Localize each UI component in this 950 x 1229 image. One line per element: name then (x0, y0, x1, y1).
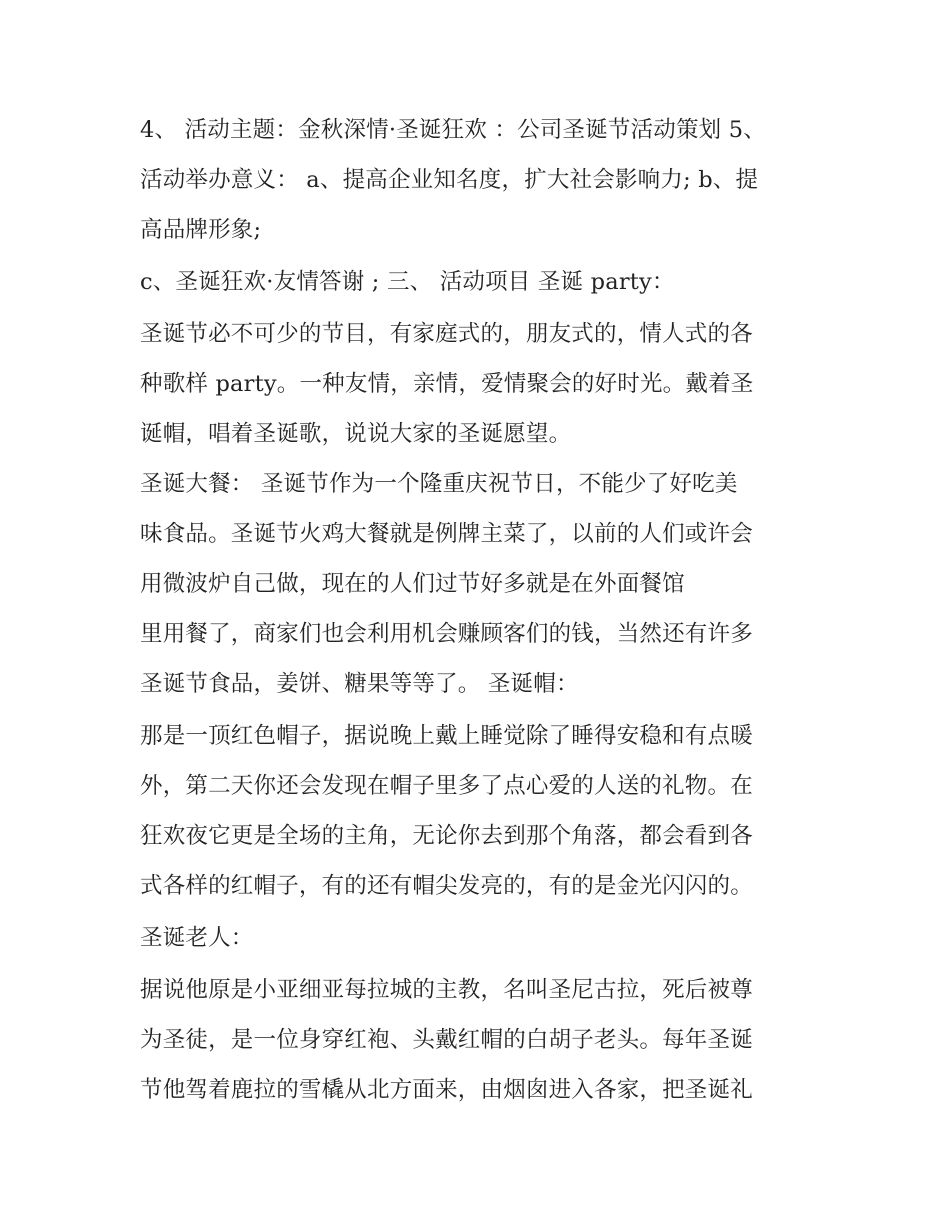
text-line: c、圣诞狂欢·友情答谢 ; 三、 活动项目 圣诞 party： (140, 269, 675, 295)
text-line: 里用餐了，商家们也会利用机会赚顾客们的钱，当然还有许多 (140, 621, 753, 647)
text-line: 味食品。圣诞节火鸡大餐就是例牌主菜了，以前的人们或许会 (140, 521, 753, 547)
text-line: 圣诞节必不可少的节目，有家庭式的，朋友式的，情人式的各 (140, 321, 753, 347)
text-line: 圣诞大餐： 圣诞节作为一个隆重庆祝节日，不能少了好吃美 (140, 471, 738, 497)
text-line: 式各样的红帽子，有的还有帽尖发亮的，有的是金光闪闪的。 (140, 873, 753, 899)
text-line: 用微波炉自己做，现在的人们过节好多就是在外面餐馆 (140, 571, 685, 597)
text-line: 圣诞老人： (140, 925, 254, 951)
text-line: 诞帽，唱着圣诞歌，说说大家的圣诞愿望。 (140, 421, 572, 447)
text-line: 节他驾着鹿拉的雪橇从北方面来，由烟囱进入各家，把圣诞礼 (140, 1077, 753, 1103)
text-line: 种歌样 party。一种友情，亲情，爱情聚会的好时光。戴着圣 (140, 371, 754, 397)
text-line: 高品牌形象; (140, 217, 262, 243)
text-line: 4、 活动主题：金秋深情·圣诞狂欢 ：公司圣诞节活动策划 5、 (140, 117, 766, 143)
text-line: 活动举办意义： a、提高企业知名度，扩大社会影响力; b、提 (140, 167, 759, 193)
text-line: 圣诞节食品，姜饼、糖果等等了。 圣诞帽： (140, 671, 579, 697)
text-line: 那是一顶红色帽子，据说晚上戴上睡觉除了睡得安稳和有点暖 (140, 723, 753, 749)
text-line: 为圣徒，是一位身穿红袍、头戴红帽的白胡子老头。每年圣诞 (140, 1027, 753, 1053)
text-line: 外，第二天你还会发现在帽子里多了点心爱的人送的礼物。在 (140, 773, 753, 799)
text-line: 据说他原是小亚细亚每拉城的主教，名叫圣尼古拉，死后被尊 (140, 977, 753, 1003)
text-line: 狂欢夜它更是全场的主角，无论你去到那个角落，都会看到各 (140, 823, 753, 849)
